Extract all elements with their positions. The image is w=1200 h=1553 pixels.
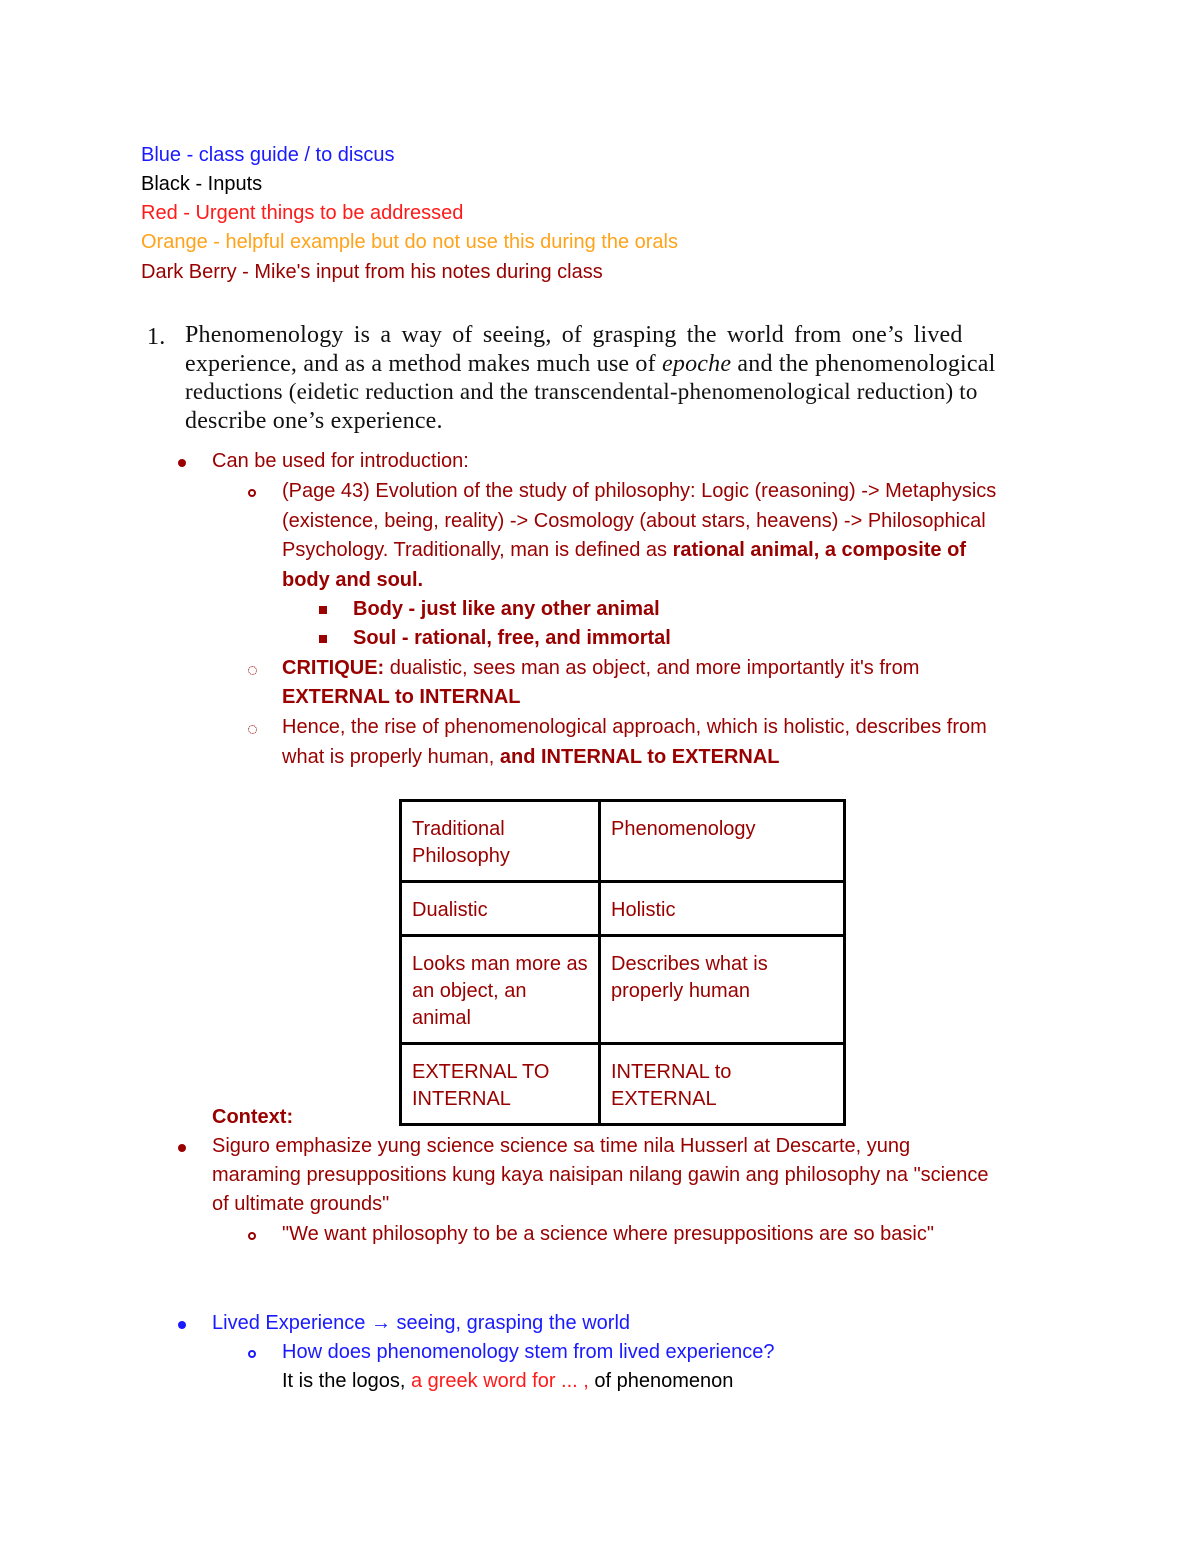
context-line-2: maraming presuppositions kung kaya naisipan nilang gawin ang philosophy na "science [212,1164,989,1186]
context-label: Context: [212,1106,294,1128]
comparison-table [399,799,846,1126]
item1-line-2 [185,351,995,378]
bullet-disc-icon [178,459,186,467]
table-cell: EXTERNAL TO INTERNAL [401,1044,600,1125]
table-cell: Traditional Philosophy [401,801,600,882]
lived-experience-bullet: Lived Experience → seeing, grasping the world [212,1312,631,1334]
legend-blue: Blue - class guide / to discus [141,144,395,166]
page43-line-2: (existence, being, reality) -> Cosmology (about stars, heavens) -> Philosophical [282,510,986,532]
legend-black: Black - Inputs [141,173,263,195]
hence-line-2 [282,743,780,773]
item1-line-1: Phenomenology is a way of seeing, of grasping the world from one’s lived [185,322,963,348]
critique-line-1 [282,654,919,684]
table-cell: Holistic [600,882,845,936]
page43-line-3-bold: rational animal, a composite of [672,539,966,561]
bullet-dotted-ring-icon [248,725,257,734]
critique-line-2: EXTERNAL to INTERNAL [282,686,521,708]
bullet-ring-icon [248,1232,256,1240]
bullet-disc-icon [178,1144,186,1152]
bullet-square-icon [319,635,327,643]
table-cell: Describes what is properly human [600,936,845,1044]
table-cell: Phenomenology [600,801,845,882]
body-item: Body - just like any other animal [353,598,660,620]
page43-line-4: body and soul. [282,569,424,591]
table-cell: INTERNAL to EXTERNAL [600,1044,845,1125]
item-number: 1. [147,324,166,350]
lived-question: How does phenomenology stem from lived experience? [282,1341,775,1363]
lived-answer-b: a greek word for ... , [410,1370,589,1392]
item1-epoche: epoche [662,351,732,377]
item1-line-2c: and the phenomenological [731,351,996,377]
table-cell: Dualistic [401,882,600,936]
lived-answer-c: of phenomenon [588,1370,734,1392]
table-cell: Looks man more as an object, an animal [401,936,600,1044]
legend-berry: Dark Berry - Mike's input from his notes during class [141,261,603,283]
page43-line-1: (Page 43) Evolution of the study of philosophy: Logic (reasoning) -> Metaphysics [282,480,997,502]
lived-answer-a: It is the logos, [282,1370,411,1392]
lived-answer [282,1367,733,1397]
bullet-dotted-ring-icon [248,666,257,675]
legend-red: Red - Urgent things to be addressed [141,202,464,224]
item1-line-4: describe one’s experience. [185,408,443,434]
context-line-1: Siguro emphasize yung science science sa time nila Husserl at Descarte, yung [212,1135,911,1157]
table-row [401,1044,845,1125]
critique-label: CRITIQUE: [282,657,385,679]
table-row [401,936,845,1044]
context-quote: "We want philosophy to be a science where presuppositions are so basic" [282,1223,934,1245]
bullet-square-icon [319,606,327,614]
hence-line-2-bold: and INTERNAL to EXTERNAL [499,746,780,768]
soul-item: Soul - rational, free, and immortal [353,627,671,649]
bullet-ring-icon [248,1350,256,1358]
hence-line-2-normal: what is properly human, [282,746,500,768]
critique-text: dualistic, sees man as object, and more importantly it's from [384,657,920,679]
page43-line-3-normal: Psychology. Traditionally, man is defined as [282,539,673,561]
bullet-ring-icon [248,489,256,497]
legend-orange: Orange - helpful example but do not use this during the orals [141,231,678,253]
page43-line-3 [282,536,966,566]
item1-line-3: reductions (eidetic reduction and the transcendental-phenomenological reduction) to [185,379,978,404]
hence-line-1: Hence, the rise of phenomenological approach, which is holistic, describes from [282,716,987,738]
item1-line-2a: experience, and as a method makes much use of [185,351,663,377]
bullet-disc-icon [178,1321,186,1329]
context-line-3: of ultimate grounds" [212,1193,390,1215]
table-row [401,801,845,882]
table-row [401,882,845,936]
intro-bullet: Can be used for introduction: [212,450,469,472]
